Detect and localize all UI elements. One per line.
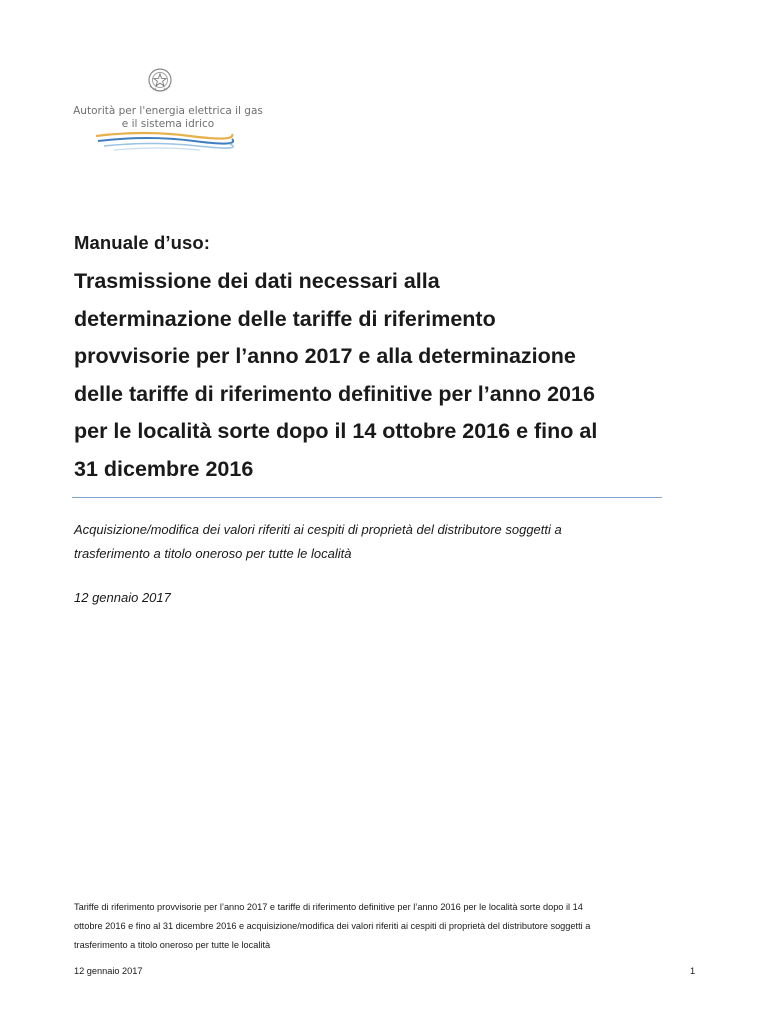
document-subtitle-line: trasferimento a titolo oneroso per tutte le località (74, 546, 352, 561)
document-date: 12 gennaio 2017 (74, 590, 171, 605)
document-subtitle-line: Acquisizione/modifica dei valori riferiti ai cespiti di proprietà del distributore soggetti a (74, 522, 562, 537)
document-title-line: 31 dicembre 2016 (74, 456, 254, 481)
document-title-line: determinazione delle tariffe di riferimento (74, 306, 496, 331)
footer-text-line: trasferimento a titolo oneroso per tutte le località (74, 940, 271, 950)
logo-text-line-1: Autorità per l'energia elettrica il gas (73, 105, 263, 117)
document-title-line: Trasmissione dei dati necessari alla (74, 269, 440, 293)
document-title-line: delle tariffe di riferimento definitive per l’anno 2016 (74, 381, 595, 406)
footer-text (74, 898, 674, 955)
document-title (74, 263, 674, 488)
logo-text (72, 105, 264, 131)
document-label: Manuale d’uso: (74, 232, 211, 253)
footer-text-line: ottobre 2016 e fino al 31 dicembre 2016 e acquisizione/modifica dei valori riferiti ai cespiti di proprietà del distributore soggetti a (74, 921, 591, 931)
logo-waves-icon (94, 130, 234, 152)
document-title-line: per le località sorte dopo il 14 ottobre 2016 e fino al (74, 419, 598, 443)
logo-text-line-2: e il sistema idrico (121, 118, 215, 130)
authority-logo (68, 64, 268, 160)
document-title-line: provvisorie per l’anno 2017 e alla determinazione (74, 344, 576, 368)
page-number: 1 (690, 966, 696, 976)
footer-text-line: Tariffe di riferimento provvisorie per l’anno 2017 e tariffe di riferimento definitive per l’anno 2016 per le località sorte dopo il 14 (74, 902, 583, 912)
title-divider (72, 497, 662, 498)
footer-date: 12 gennaio 2017 (74, 966, 143, 976)
document-subtitle (74, 518, 674, 566)
italian-republic-emblem-icon (146, 66, 174, 96)
